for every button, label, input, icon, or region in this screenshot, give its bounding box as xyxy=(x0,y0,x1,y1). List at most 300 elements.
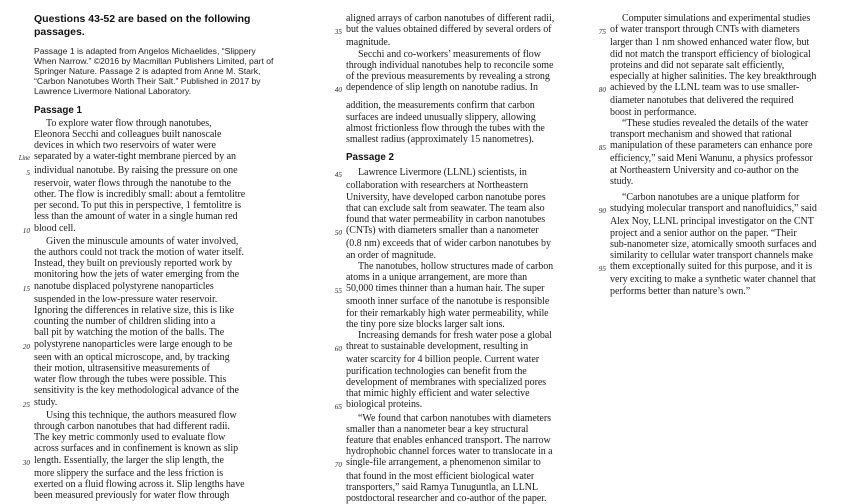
passage-line-text: development of membranes with specialized pores xyxy=(346,376,547,388)
passage-line xyxy=(590,165,848,176)
line-number: 5 xyxy=(26,167,30,177)
line-number: 35 xyxy=(334,27,342,37)
passage-line-text: magnitude. xyxy=(346,37,391,49)
passage-line-text: exerted on a fluid flowing across it. Slip lengths have xyxy=(34,479,245,491)
line-number xyxy=(590,95,610,106)
line-number: 20 xyxy=(22,341,30,351)
passage-line xyxy=(14,151,294,164)
passage-line xyxy=(14,189,294,200)
line-number xyxy=(326,330,346,341)
line-number xyxy=(590,228,610,239)
line-number xyxy=(590,274,610,285)
passage-line xyxy=(326,354,582,365)
passage-line xyxy=(590,261,848,274)
passage-line-text: To explore water flow through nanotubes, xyxy=(46,117,212,129)
passage-line xyxy=(326,366,582,377)
passage-line xyxy=(14,269,294,280)
line-number xyxy=(14,247,34,258)
line-number: 10 xyxy=(22,225,30,235)
passage-line xyxy=(326,330,582,341)
passage-line xyxy=(14,118,294,129)
passage-line xyxy=(590,203,848,216)
passage-line xyxy=(326,261,582,272)
passage-line-text: through carbon nanotubes that had different radii. xyxy=(34,421,230,432)
passage-line-text: monitoring how the jets of water emerging from the xyxy=(34,269,240,281)
passage-line xyxy=(326,214,582,225)
line-number xyxy=(590,216,610,227)
line-number xyxy=(14,374,34,385)
passage-line-text: achieved by the LLNL team was to use smaller- xyxy=(610,82,800,94)
line-number xyxy=(14,236,34,247)
passage-attribution: Passage 1 is adapted from Angelos Michaelides, “Slippery When Narrow.” ©2016 by Macmillan Publishers Limited, part of Springer Nature. Passage 2 is adapted from Anne M. Stark, “Carbon Nanotubes Worth Their Salt.” Published in 2017 by Lawrence Livermore National Laboratory. xyxy=(34,46,274,96)
passage-line xyxy=(326,49,582,60)
passage-line-text: transporters,” said Ramya Tunuguntla, an LLNL xyxy=(346,481,538,493)
passage-line-text: boost in performance. xyxy=(610,106,697,118)
passage-line xyxy=(590,250,848,261)
line-number: 55 xyxy=(334,286,342,296)
line-number xyxy=(14,410,34,421)
line-number xyxy=(590,118,610,129)
passage-line-text: separated by a water-tight membrane pierced by an xyxy=(34,151,236,163)
line-number xyxy=(326,261,346,272)
passage-line xyxy=(14,247,294,258)
passage-line xyxy=(14,468,294,479)
passage-line-text: aligned arrays of carbon nanotubes of different radii, xyxy=(346,13,555,24)
passage-line-text: 50,000 times thinner than a human hair. The super xyxy=(346,283,545,295)
passage-line-text: reservoir, water flows through the nanotube to the xyxy=(34,177,232,189)
passage-line xyxy=(590,95,848,106)
passage-line-text: sensitivity is the key methodological advance of the xyxy=(34,385,239,397)
line-number xyxy=(326,100,346,111)
passage-line-text: an order of magnitude. xyxy=(346,249,436,261)
questions-header: Questions 43-52 are based on the following passages. xyxy=(34,13,251,38)
line-number xyxy=(326,388,346,399)
passage-line xyxy=(590,216,848,227)
passage-line xyxy=(14,352,294,363)
passage-line-text: single-file arrangement, a phenomenon similar to xyxy=(346,457,541,469)
passage-line xyxy=(326,180,582,191)
passage-line xyxy=(590,274,848,285)
line-number: Line xyxy=(18,155,30,163)
passage-line-text: proteins and did not separate salt efficiently, xyxy=(610,59,785,71)
passage-line xyxy=(326,250,582,261)
line-number: 45 xyxy=(334,170,342,180)
line-number xyxy=(326,272,346,283)
line-number xyxy=(590,129,610,140)
passage-line-text: addition, the measurements confirm that carbon xyxy=(346,100,535,112)
line-number xyxy=(326,424,346,435)
passage-line-text: did not match the transport efficiency of biological xyxy=(610,48,811,60)
passage-line-text: seen with an optical microscope, and, by tracking xyxy=(34,351,230,363)
line-number: 80 xyxy=(598,85,606,95)
passage-line xyxy=(590,60,848,71)
passage-line xyxy=(326,60,582,71)
passage-line-text: dependence of slip length on nanotube radius. In xyxy=(346,82,538,94)
line-number xyxy=(590,176,610,187)
line-number xyxy=(14,352,34,363)
line-number xyxy=(326,250,346,261)
passage-2-text-column-3 xyxy=(590,13,848,297)
line-number xyxy=(326,71,346,82)
passage-line xyxy=(326,446,582,457)
passage-line xyxy=(326,457,582,470)
passage-line-text: “Carbon nanotubes are a unique platform for xyxy=(622,192,800,204)
passage-line-text: but the values obtained differed by several orders of xyxy=(346,24,552,36)
passage-line-text: Given the minuscule amounts of water involved, xyxy=(46,235,239,247)
line-number xyxy=(14,118,34,129)
line-number xyxy=(14,269,34,280)
passage-line xyxy=(14,339,294,352)
line-number xyxy=(14,421,34,432)
line-number xyxy=(590,239,610,250)
line-number xyxy=(326,37,346,48)
line-number xyxy=(590,37,610,48)
passage-line xyxy=(326,134,582,145)
line-number: 25 xyxy=(22,399,30,409)
line-number: 95 xyxy=(598,264,606,274)
passage-line-text: been measured previously for water flow through xyxy=(34,490,230,502)
passage-line xyxy=(14,140,294,151)
passage-line-text: The nanotubes, hollow structures made of carbon xyxy=(358,260,554,272)
passage-line xyxy=(590,140,848,153)
passage-line-text: Instead, they built on previously reported work by xyxy=(34,258,233,270)
passage-line xyxy=(590,107,848,118)
passage-line-text: diameter nanotubes that delivered the required xyxy=(610,95,794,107)
passage-line xyxy=(326,308,582,319)
passage-line xyxy=(14,443,294,454)
passage-line xyxy=(326,272,582,283)
passage-line xyxy=(590,239,848,250)
line-number xyxy=(14,316,34,327)
line-number: 75 xyxy=(598,27,606,37)
line-number xyxy=(326,446,346,457)
passage-line-text: especially at higher salinities. The key breakthrough xyxy=(610,71,817,83)
passage-line xyxy=(14,316,294,327)
passage-line xyxy=(14,479,294,490)
passage-line xyxy=(326,424,582,435)
passage-line xyxy=(326,112,582,123)
passage-line-text: less than the amount of water in a single human red xyxy=(34,211,238,223)
passage-line xyxy=(326,100,582,111)
line-number xyxy=(14,200,34,211)
passage-line-text: their motion, ultrasensitive measurements of xyxy=(34,362,210,374)
line-number xyxy=(326,192,346,203)
line-number xyxy=(590,250,610,261)
passage-line-text: for their remarkably high water permeability, while xyxy=(346,307,549,319)
line-number xyxy=(14,432,34,443)
passage-line xyxy=(326,377,582,388)
line-number xyxy=(14,294,34,305)
passage-line-text: study. xyxy=(610,175,634,187)
passage-line-text: other. The flow is incredibly small: about a femtolitre xyxy=(34,188,246,200)
line-number xyxy=(590,107,610,118)
passage-line-text: smooth inner surface of the nanotube is responsible xyxy=(346,296,550,308)
column-1 xyxy=(14,13,294,501)
line-number xyxy=(326,354,346,365)
passage-line-text: counting the number of children sliding into a xyxy=(34,316,216,328)
line-number xyxy=(326,308,346,319)
passage-1-heading: Passage 1 xyxy=(34,104,82,116)
line-number xyxy=(14,140,34,151)
passage-line xyxy=(326,203,582,214)
passage-line-text: Lawrence Livermore (LLNL) scientists, in xyxy=(358,167,527,179)
line-number xyxy=(326,471,346,482)
passage-line xyxy=(590,286,848,297)
passage-line xyxy=(590,228,848,239)
passage-line xyxy=(590,13,848,24)
passage-line-text: (CNTs) with diameters smaller than a nanometer xyxy=(346,225,539,237)
passage-line xyxy=(326,82,582,95)
passage-line xyxy=(590,129,848,140)
passage-line-text: purification technologies can benefit from the xyxy=(346,365,527,377)
passage-2-heading: Passage 2 xyxy=(346,152,394,164)
passage-line xyxy=(326,283,582,296)
passage-line-text: more slippery the surface and the less friction is xyxy=(34,467,224,479)
passage-line-text: collaboration with researchers at Northeastern xyxy=(346,180,529,192)
passage-line-text: larger than 1 nm showed enhanced water flow, but xyxy=(610,37,810,49)
passage-line-text: water scarcity for 4 billion people. Current water xyxy=(346,354,539,366)
passage-line xyxy=(326,123,582,134)
line-number xyxy=(326,366,346,377)
passage-line xyxy=(326,13,582,24)
passage-line-text: found that water permeability in carbon nanotubes xyxy=(346,214,546,226)
passage-line-text: through individual nanotubes help to reconcile some xyxy=(346,59,554,71)
line-number xyxy=(326,123,346,134)
passage-line-text: Computer simulations and experimental studies xyxy=(622,13,811,24)
passage-line-text: devices in which two reservoirs of water were xyxy=(34,140,216,152)
line-number: 60 xyxy=(334,344,342,354)
line-number xyxy=(326,112,346,123)
passage-line-text: Eleonora Secchi and colleagues built nanoscale xyxy=(34,128,222,140)
line-number xyxy=(14,129,34,140)
passage-line-text: smaller than a nanometer bear a key structural xyxy=(346,423,529,435)
passage-line xyxy=(14,211,294,222)
passage-line xyxy=(14,410,294,421)
line-number xyxy=(590,153,610,164)
passage-line-text: performs better than nature’s own.” xyxy=(610,285,751,297)
line-number xyxy=(326,296,346,307)
passage-line xyxy=(326,471,582,482)
passage-line-text: ball pit by watching the motion of the balls. The xyxy=(34,327,225,339)
line-number xyxy=(590,49,610,60)
passage-line xyxy=(326,388,582,399)
line-number xyxy=(326,13,346,24)
line-number xyxy=(326,134,346,145)
line-number xyxy=(590,192,610,203)
line-number xyxy=(326,214,346,225)
line-number xyxy=(14,443,34,454)
passage-line xyxy=(590,118,848,129)
passage-line-text: blood cell. xyxy=(34,222,76,234)
passage-2-text-column-2 xyxy=(326,167,582,504)
passage-line xyxy=(14,200,294,211)
passage-line-text: that mimic highly efficient and water selective xyxy=(346,388,530,400)
line-number xyxy=(326,435,346,446)
passage-1-text-column-1 xyxy=(14,118,294,502)
line-number xyxy=(590,60,610,71)
line-number xyxy=(590,165,610,176)
line-number xyxy=(326,49,346,60)
passage-line xyxy=(590,24,848,37)
line-number xyxy=(14,327,34,338)
passage-line xyxy=(14,363,294,374)
line-number xyxy=(326,413,346,424)
passage-line xyxy=(326,192,582,203)
line-number xyxy=(14,211,34,222)
line-number xyxy=(590,286,610,297)
passage-line xyxy=(590,37,848,48)
line-number xyxy=(326,377,346,388)
passage-line xyxy=(590,153,848,164)
passage-line-text: Using this technique, the authors measured flow xyxy=(46,409,237,421)
line-number xyxy=(326,238,346,249)
line-number xyxy=(14,385,34,396)
passage-line-text: surfaces are indeed unusually slippery, allowing xyxy=(346,111,536,123)
passage-line-text: hydrophobic channel forces water to translocate in a xyxy=(346,446,553,458)
line-number: 40 xyxy=(334,85,342,95)
passage-line xyxy=(326,399,582,412)
passage-line-text: very exciting to make a synthetic water channel that xyxy=(610,274,816,286)
line-number xyxy=(326,482,346,493)
passage-line-text: of the previous measurements by revealing a strong xyxy=(346,71,550,83)
line-number: 85 xyxy=(598,143,606,153)
passage-line xyxy=(590,71,848,82)
line-number xyxy=(326,180,346,191)
passage-line xyxy=(14,305,294,316)
line-number xyxy=(14,468,34,479)
passage-line xyxy=(14,129,294,140)
line-number xyxy=(326,319,346,330)
passage-line-text: the tiny pore size blocks larger salt ions. xyxy=(346,318,505,330)
passage-line-text: atoms in a unique arrangement, are more than xyxy=(346,272,528,284)
line-number: 65 xyxy=(334,402,342,412)
passage-line-text: “We found that carbon nanotubes with diameters xyxy=(358,412,551,424)
passage-line-text: almost frictionless flow through the tubes with the xyxy=(346,122,545,134)
passage-line xyxy=(590,192,848,203)
passage-line xyxy=(326,225,582,238)
passage-line xyxy=(14,455,294,468)
passage-line-text: “These studies revealed the details of the water xyxy=(622,117,809,129)
line-number: 30 xyxy=(22,457,30,467)
passage-line-text: that found in the most efficient biological water xyxy=(346,470,535,482)
line-number xyxy=(590,71,610,82)
passage-line-text: them exceptionally suited for this purpose, and it is xyxy=(610,261,813,273)
passage-1-text-column-2 xyxy=(326,13,582,145)
passage-line xyxy=(14,165,294,178)
line-number: 50 xyxy=(334,228,342,238)
passage-line xyxy=(14,432,294,443)
passage-line xyxy=(14,294,294,305)
passage-line xyxy=(14,258,294,269)
passage-line xyxy=(326,24,582,37)
passage-line xyxy=(14,385,294,396)
passage-line-text: project and a senior author on the paper. “Their xyxy=(610,227,797,239)
passage-line-text: length. Essentially, the larger the slip length, the xyxy=(34,454,224,466)
passage-line-text: across surfaces and in confinement is known as slip xyxy=(34,443,239,455)
passage-line xyxy=(326,493,582,504)
passage-line-text: manipulation of these parameters can enhance pore xyxy=(610,140,813,152)
passage-line-text: Alex Noy, LLNL principal investigator on the CNT xyxy=(610,216,814,228)
line-number xyxy=(326,60,346,71)
passage-line-text: of water transport through CNTs with diameters xyxy=(610,24,800,36)
passage-line-text: Ignoring the differences in relative size, this is like xyxy=(34,304,235,316)
passage-line-text: individual nanotube. By raising the pressure on one xyxy=(34,164,238,176)
passage-line xyxy=(326,238,582,249)
passage-line xyxy=(14,236,294,247)
passage-line xyxy=(14,374,294,385)
passage-line xyxy=(326,37,582,48)
passage-line-text: similarity to cellular water transport channels make xyxy=(610,250,813,262)
passage-line xyxy=(14,421,294,432)
passage-line xyxy=(326,296,582,307)
passage-line-text: that can exclude salt from seawater. The team also xyxy=(346,202,545,214)
passage-line-text: water flow through the tubes were possible. This xyxy=(34,374,227,386)
passage-line xyxy=(14,397,294,410)
passage-line-text: study. xyxy=(34,396,58,408)
passage-line xyxy=(326,341,582,354)
line-number xyxy=(590,13,610,24)
line-number: 15 xyxy=(22,283,30,293)
line-number xyxy=(14,363,34,374)
passage-line xyxy=(326,319,582,330)
passage-line xyxy=(14,223,294,236)
passage-line-text: Secchi and co-workers’ measurements of flow xyxy=(358,48,541,60)
passage-line-text: feature that enables enhanced transport. The narrow xyxy=(346,434,551,446)
passage-line-text: The key metric commonly used to evaluate flow xyxy=(34,432,226,444)
passage-line xyxy=(14,327,294,338)
line-number xyxy=(14,305,34,316)
column-3 xyxy=(590,13,848,297)
passage-line xyxy=(14,281,294,294)
passage-line-text: biological proteins. xyxy=(346,399,423,411)
line-number xyxy=(14,479,34,490)
passage-line-text: postdoctoral researcher and co-author of the paper. xyxy=(346,492,547,504)
line-number xyxy=(14,178,34,189)
line-number: 90 xyxy=(598,206,606,216)
passage-line-text: threat to sustainable development, resulting in xyxy=(346,341,529,353)
passage-line xyxy=(326,413,582,424)
passage-line xyxy=(590,82,848,95)
line-number xyxy=(14,189,34,200)
passage-line xyxy=(326,71,582,82)
passage-line-text: polystyrene nanoparticles were large enough to be xyxy=(34,338,233,350)
passage-line-text: smallest radius (approximately 15 nanometres). xyxy=(346,134,534,146)
line-number: 70 xyxy=(334,460,342,470)
passage-line-text: the authors could not track the motion of water itself. xyxy=(34,246,244,258)
line-number xyxy=(326,203,346,214)
passage-line-text: University, have developed carbon nanotube pores xyxy=(346,191,546,203)
passage-line-text: at Northeastern University and co-author on the xyxy=(610,164,799,176)
passage-line xyxy=(590,49,848,60)
passage-line-text: sub-nanometer size, atomically smooth surfaces and xyxy=(610,238,817,250)
passage-line-text: efficiency,” said Meni Wanunu, a physics professor xyxy=(610,153,813,165)
line-number xyxy=(326,493,346,504)
passage-line-text: transport mechanism and showed that rational xyxy=(610,129,792,141)
passage-line xyxy=(590,176,848,187)
column-2 xyxy=(326,13,582,504)
passage-line xyxy=(326,167,582,180)
passage-line-text: nanotube displaced polystyrene nanoparticles xyxy=(34,280,214,292)
line-number xyxy=(14,258,34,269)
passage-line-text: Increasing demands for fresh water pose a global xyxy=(358,330,552,342)
passage-line xyxy=(14,178,294,189)
passage-line-text: suspended in the low-pressure water reservoir. xyxy=(34,293,218,305)
passage-line-text: (0.8 nm) exceeds that of wider carbon nanotubes by xyxy=(346,238,551,250)
passage-line xyxy=(326,435,582,446)
passage-line-text: studying molecular transport and nanofluidics,” said xyxy=(610,203,817,215)
passage-line xyxy=(326,482,582,493)
passage-line-text: per second. To put this in perspective, 1 femtolitre is xyxy=(34,200,242,212)
